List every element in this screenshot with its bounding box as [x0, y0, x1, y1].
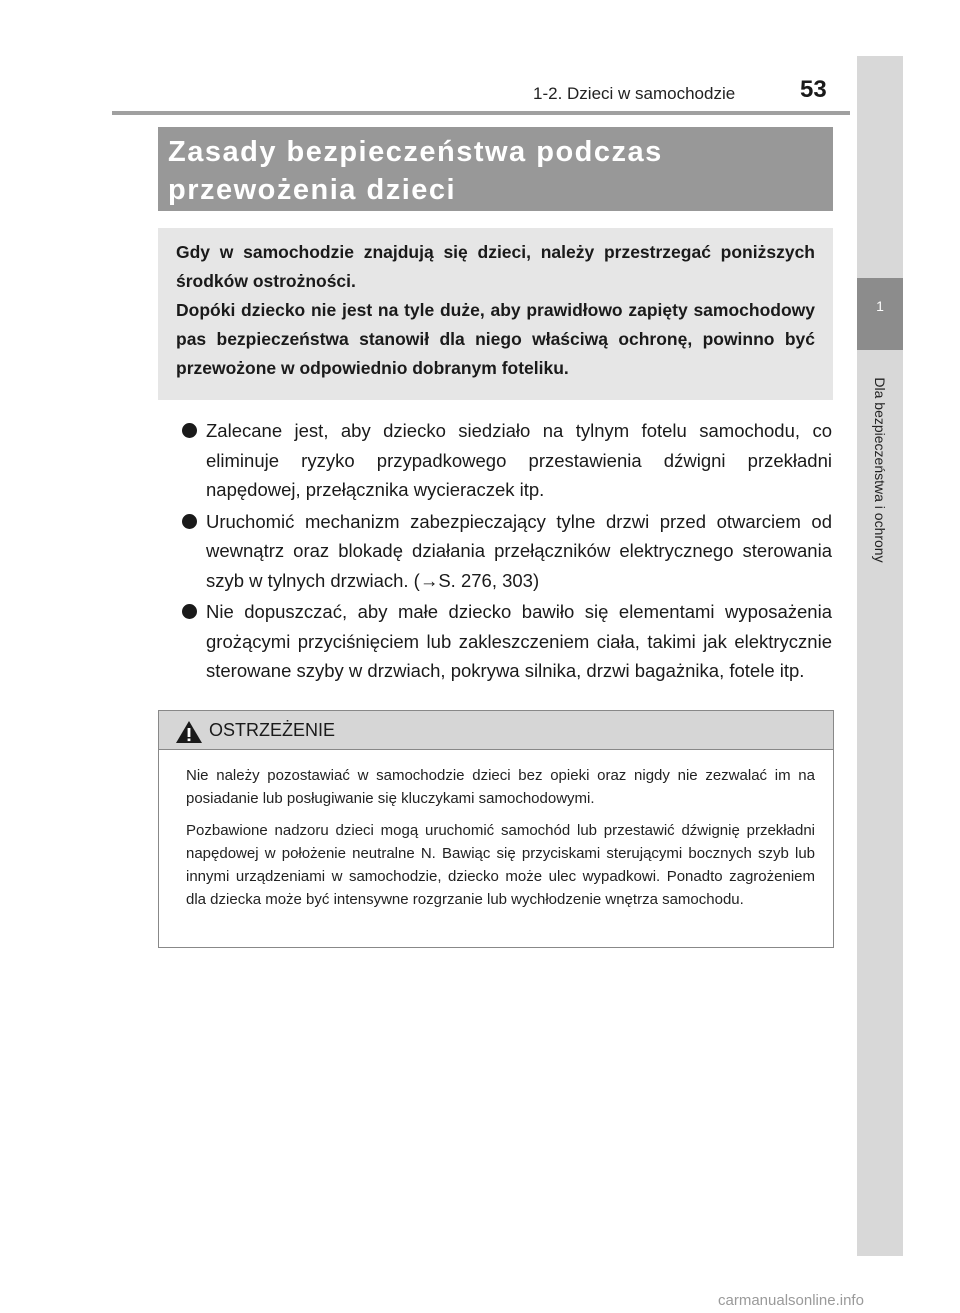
side-tab [857, 56, 903, 1256]
intro-paragraph-2: Dopóki dziecko nie jest na tyle duże, aby prawidłowo zapięty samochodowy pas bezpieczeństwa stanowił dla niego właściwą ochronę, powinno być przewożone w odpowiednio dobranym foteliku. [176, 300, 815, 378]
warning-paragraph-1: Nie należy pozostawiać w samochodzie dzieci bez opieki oraz nigdy nie zezwalać im na posiadanie lub posługiwanie się kluczykami samochodowymi. [186, 767, 815, 807]
warning-paragraph-2: Pozbawione nadzoru dzieci mogą uruchomić samochód lub przestawić dźwignię przekładni napędowej w położenie neutralne N. Bawiąc się przyciskami sterującymi bocznych szyb lub innymi urządzeniami w samochodzie, dziecko może ulec wypadkowi. Ponadto zagrożeniem dla dziecka może być intensywne rozgrzanie lub wychłodzenie wnętrza samochodu. [186, 822, 815, 908]
warning-body [159, 750, 833, 911]
list-item [182, 416, 832, 505]
intro-paragraph-1: Gdy w samochodzie znajdują się dzieci, należy przestrzegać poniższych środków ostrożności. [176, 242, 815, 291]
safety-bullet-list [182, 416, 832, 688]
section-title [158, 127, 833, 211]
list-item [182, 597, 832, 686]
warning-box [158, 710, 834, 948]
warning-header [159, 711, 833, 750]
warning-title: OSTRZEŻENIE [209, 720, 336, 740]
header-divider [112, 111, 850, 115]
watermark: carmanualsonline.info [718, 1292, 864, 1309]
section-title-line-1: Zasady bezpieczeństwa podczas [168, 136, 663, 168]
bullet-icon [182, 514, 197, 529]
bullet-icon [182, 604, 197, 619]
list-item-text: Zalecane jest, aby dziecko siedziało na tylnym fotelu samochodu, co eliminuje ryzyko przypadkowego przestawienia dźwigni przekładni napędowej, przełącznika wycieraczek itp. [206, 420, 832, 500]
warning-triangle-icon [175, 720, 203, 744]
section-title-line-2: przewożenia dzieci [168, 174, 457, 206]
side-tab-label: Dla bezpieczeństwa i ochrony [872, 377, 888, 563]
list-item-text: Nie dopuszczać, aby małe dziecko bawiło się elementami wyposażenia grożącymi przyciśnięciem lub zakleszczeniem ciała, takimi jak elektrycznie sterowane szyby w drzwiach, pokrywa silnika, drzwi bagażnika, fotele itp. [206, 601, 832, 681]
chapter-header: 1-2. Dzieci w samochodzie [533, 84, 736, 103]
page-number: 53 [800, 76, 827, 103]
list-item-text: Uruchomić mechanizm zabezpieczający tylne drzwi przed otwarciem od wewnątrz oraz blokadę działania przełączników elektrycznego sterowania szyb w tylnych drzwiach. (→S. 276, 303) [206, 510, 832, 591]
side-tab-chapter-number[interactable]: 1 [857, 278, 903, 350]
bullet-icon [182, 423, 197, 438]
list-item [182, 507, 832, 596]
intro-box [158, 228, 833, 400]
